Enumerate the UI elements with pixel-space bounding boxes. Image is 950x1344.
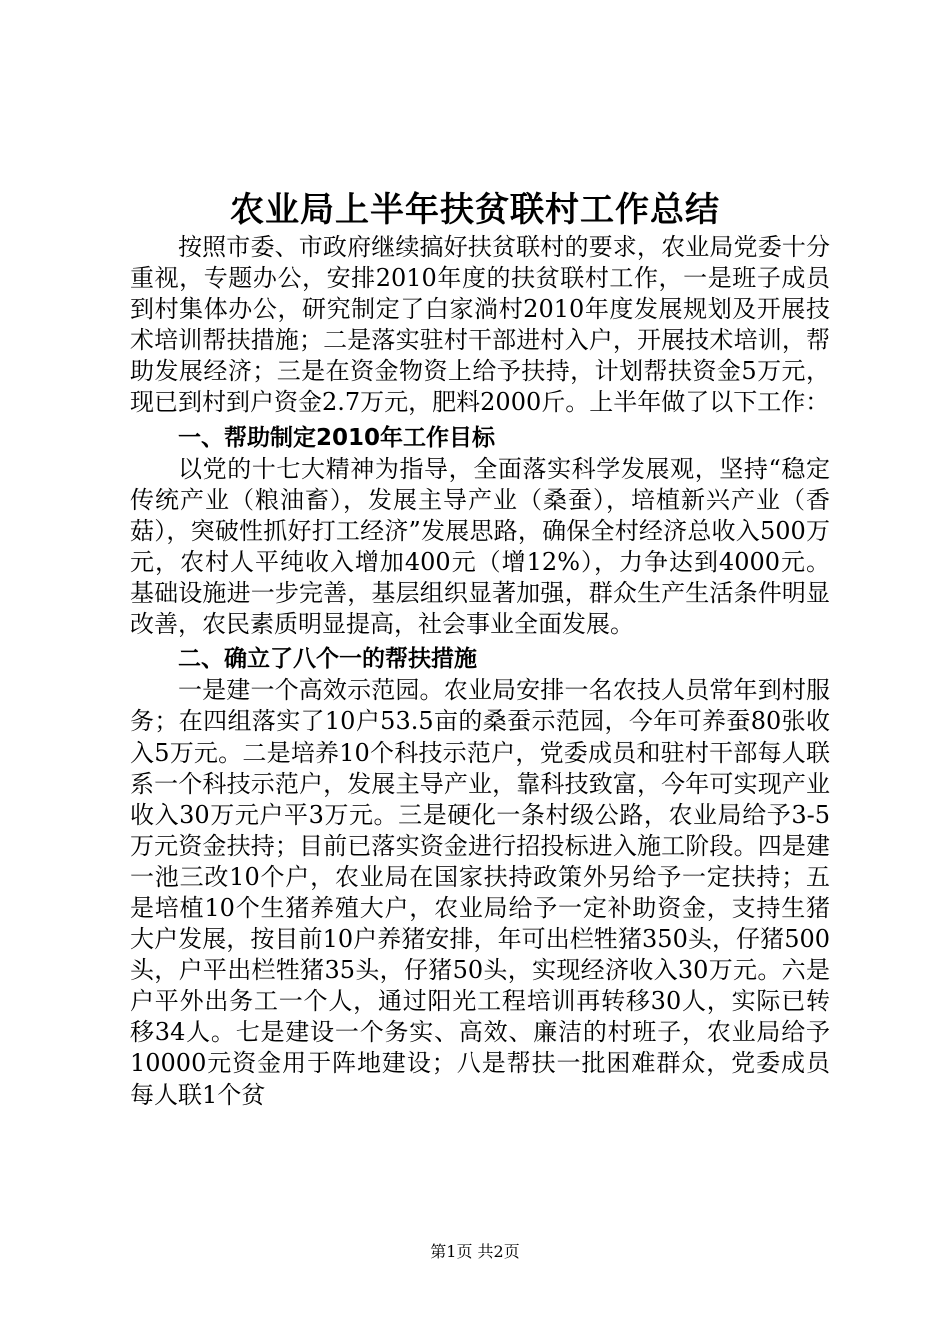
- intro-paragraph: 按照市委、市政府继续搞好扶贫联村的要求，农业局党委十分重视，专题办公，安排2010年度的扶贫联村工作，一是班子成员到村集体办公，研究制定了白家淌村2010年度发展规划及开展技术培训帮扶措施；二是落实驻村干部进村入户，开展技术培训，帮助发展经济；三是在资金物资上给予扶持，计划帮扶资金5万元，现已到村到户资金2.7万元，肥料2000斤。上半年做了以下工作：: [130, 233, 830, 417]
- document-title: 农业局上半年扶贫联村工作总结: [230, 190, 720, 230]
- document-body: [130, 232, 830, 1111]
- section-heading-2: 二、确立了八个一的帮扶措施: [178, 646, 477, 673]
- section-heading-1: 一、帮助制定2010年工作目标: [178, 424, 496, 451]
- section-body-1: 以党的十七大精神为指导，全面落实科学发展观，坚持“稳定传统产业（粮油畜），发展主导产业（桑蚕），培植新兴产业（香菇），突破性抓好打工经济”发展思路，确保全村经济总收入500万元，农村人平纯收入增加400元（增12%），力争达到4000元。基础设施进一步完善，基层组织显著加强，群众生产生活条件明显改善，农民素质明显提高，社会事业全面发展。: [130, 454, 830, 639]
- page-footer: 第1页 共2页: [430, 1242, 520, 1261]
- section-body-2: 一是建一个高效示范园。农业局安排一名农技人员常年到村服务；在四组落实了10户53.5亩的桑蚕示范园，今年可养蚕80张收入5万元。二是培养10个科技示范户，党委成员和驻村干部每人联系一个科技示范户，发展主导产业，靠科技致富，今年可实现产业收入30万元户平3万元。三是硬化一条村级公路，农业局给予3-5万元资金扶持；目前已落实资金进行招投标进入施工阶段。四是建一池三改10个户，农业局在国家扶持政策外另给予一定扶持；五是培植10个生猪养殖大户，农业局给予一定补助资金，支持生猪大户发展，按目前10户养猪安排，年可出栏牲猪350头，仔猪500头，户平出栏牲猪35头，仔猪50头，实现经济收入30万元。六是户平外出务工一个人，通过阳光工程培训再转移30人，实际已转移34人。七是建设一个务实、高效、廉洁的村班子，农业局给予10000元资金用于阵地建设；八是帮扶一批困难群众，党委成员每人联1个贫: [130, 676, 830, 1109]
